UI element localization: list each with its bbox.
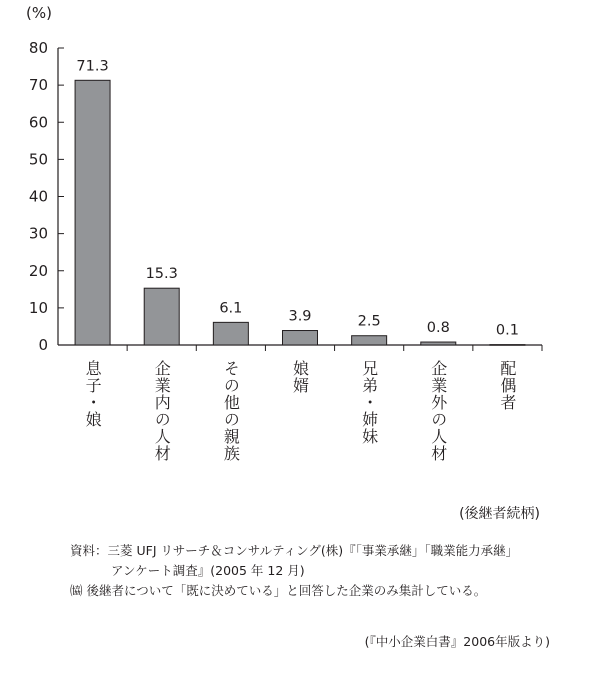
y-tick-label: 50: [28, 150, 48, 169]
source-notes: [70, 541, 518, 601]
bar: [75, 80, 110, 345]
source-line-1: 資料：三菱 UFJ リサーチ＆コンサルティング(株)『「事業承継」「職業能力承継」: [70, 543, 519, 558]
category-label: その他の親族: [221, 360, 241, 462]
bar-value-label: 15.3: [145, 266, 178, 283]
y-axis-unit-label: (%): [26, 4, 52, 22]
category-label: 企業内の人材: [152, 360, 172, 462]
bar-value-label: 3.9: [288, 308, 312, 325]
bar: [283, 331, 318, 345]
y-tick-label: 20: [28, 261, 48, 280]
note-line: ㈿ 後継者について「既に決めている」と回答した企業のみ集計している。: [70, 583, 487, 598]
y-tick-label: 40: [28, 187, 48, 206]
bar-value-label: 0.8: [426, 320, 450, 337]
category-label: 兄弟・姉妹: [359, 360, 379, 445]
bar-value-label: 2.5: [357, 313, 381, 330]
bar-value-label: 6.1: [219, 300, 243, 317]
category-label: 息子・娘: [83, 360, 103, 428]
y-tick-label: 80: [28, 39, 48, 57]
bar: [421, 342, 456, 345]
category-label: 企業外の人材: [428, 360, 448, 462]
category-label: 配偶者: [497, 360, 517, 411]
y-tick-label: 70: [28, 76, 48, 95]
y-tick-label: 0: [38, 336, 48, 354]
bar: [144, 288, 179, 345]
bar-value-label: 0.1: [495, 322, 519, 339]
bar-value-label: 71.3: [76, 58, 109, 75]
y-tick-label: 10: [28, 298, 48, 317]
y-tick-label: 30: [28, 224, 48, 243]
bar: [352, 336, 387, 345]
bar: [490, 345, 525, 346]
x-axis-subject-label: (後継者続柄): [459, 506, 540, 522]
bar: [213, 322, 248, 345]
citation: (『中小企業白書』2006年版より): [364, 634, 550, 649]
y-tick-label: 60: [28, 113, 48, 132]
source-line-2: アンケート調査』(2005 年 12 月): [111, 563, 305, 578]
category-label: 娘婿: [290, 360, 310, 394]
